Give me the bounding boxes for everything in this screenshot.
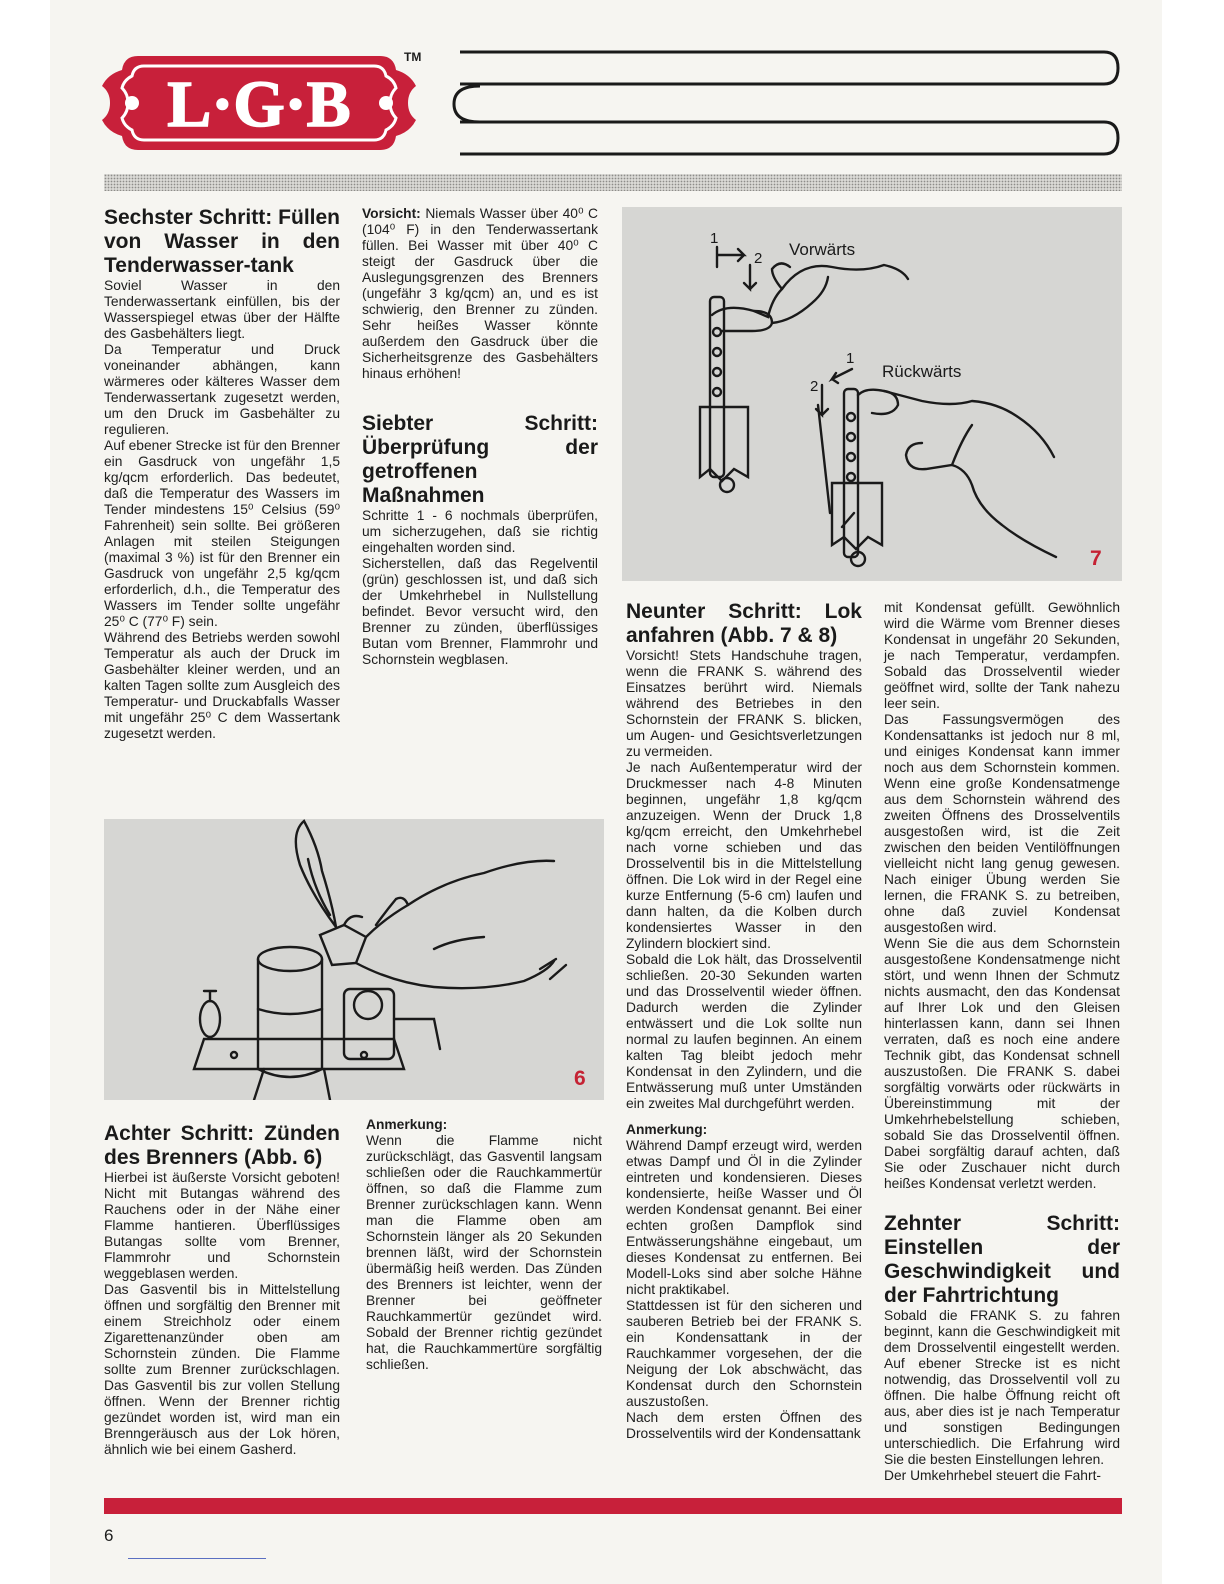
arrow-label-2-bottom: 2 <box>810 378 819 395</box>
paragraph: Sobald die FRANK S. zu fahren beginnt, kann die Geschwindigkeit mit dem Drosselventil eingestellt werden. Auf ebener Strecke ist es nicht notwendig, das Drosselventil voll zu öffnen. Die halbe Öffnung reicht oft aus, aber dies ist je nach Temperatur und sonstigen Bedingungen unterschiedlich. Die Erfahrung wird Sie die besten Einstellungen lehren. <box>884 1308 1120 1467</box>
paragraph: Stattdessen ist für den sicheren und sauberen Betrieb bei der FRANK S. ein Kondensattank in der Rauchkammer vorgesehen, der die Neigung der Lok abschwächt, das Kondensat durch den Schornstein auszustoßen. <box>626 1298 862 1409</box>
note-label: Anmerkung: <box>366 1117 448 1132</box>
section-zehnter-schritt <box>884 600 1120 1484</box>
caution-paragraph <box>362 206 598 382</box>
lgb-logo-badge-icon <box>98 48 420 158</box>
arrow-label-1-top: 1 <box>710 230 719 247</box>
paragraph: Während des Betriebs werden sowohl Temperatur als auch der Druck im Gasbehälter kleiner werden, und an kalten Tagen sollte zum Ausgleich des Temperatur- und Druckabfalls Wasser mit ungefähr 25⁰ C dem Wassertank zugesetzt werden. <box>104 630 340 741</box>
paragraph: Sobald die Lok hält, das Drosselventil schließen. 20-30 Sekunden warten und das Drosselventil wieder öffnen. Dadurch werden die Zylinder entwässert und die Lok sollte nun normal zu laufen beginnen. An einem kalten Tag bleibt jedoch mehr Kondensat in den Zylindern, und die Entwässerung muß unter Umständen ein zweites Mal durchgeführt werden. <box>626 952 862 1111</box>
figure-6-lighting-illustration <box>104 819 604 1100</box>
figure-number-7: 7 <box>1090 547 1102 570</box>
paragraph: Hierbei ist äußerste Vorsicht geboten! Nicht mit Butangas während des Rauchens oder in der Nähe einer Flamme hantieren. Überflüssiges Butangas sollte vom Brenner, Flammrohr und Schornstein weggeblasen werden. <box>104 1170 340 1281</box>
paragraph: Nach dem ersten Öffnen des Drosselventils wird der Kondensattank <box>626 1410 862 1441</box>
paragraph: Da Temperatur und Druck voneinander abhängen, kann wärmeres oder kälteres Wasser dem Tenderwassertank zugesetzt werden, um den Druck im Gasbehälter zu regulieren. <box>104 342 340 437</box>
section-siebter-schritt <box>362 206 598 668</box>
dotted-separator-band <box>104 174 1122 191</box>
paragraph: Wenn Sie die aus dem Schornstein ausgestoßene Kondensatmenge nicht stört, und wenn Ihnen der Schmutz nichts ausmacht, den das Kondensat auf Ihrer Lok und den Gleisen hinterlassen kann, dann sei Ihnen verraten, daß es noch eine andere Technik gibt, das Kondensat schnell auszustoßen. Die FRANK S. dabei sorgfältig vorwärts oder rückwärts in Übereinstimmung mit der Umkehrhebelstellung schieben, sobald Sie das Drosselventil öffnen. Dabei sorgfältig darauf achten, daß Sie oder Zuschauer nicht durch heißes Kondensat verletzt werden. <box>884 936 1120 1191</box>
burner-lighting-hand-icon <box>104 819 604 1100</box>
paragraph: Während Dampf erzeugt wird, werden etwas Dampf und Öl in die Zylinder eintreten und kondensieren. Dieses kondensierte, heiße Wasser und Öl werden Kondensat genannt. Bei einer echten großen Dampflok sind Entwässerungshähne eingebaut, um dieses Kondensat zu entfernen. Bei Modell-Loks sind aber solche Hähne nicht praktikabel. <box>626 1138 862 1297</box>
paragraph: Sicherstellen, daß das Regelventil (grün) geschlossen ist, und daß sich der Umkehrhebel in Nullstellung befindet. Bevor versucht wird, den Brenner zu zünden, überflüssiges Butan vom Brenner, Flammrohr und Schornstein wegblasen. <box>362 556 598 667</box>
paragraph: Wenn die Flamme nicht zurückschlägt, das Gasventil langsam schließen oder die Rauchkammertür öffnen, so daß die Flamme zum Brenner zurückschlagen kann. Wenn man die Flamme oben am Schornstein länger als 20 Sekunden brennen läßt, wird der Schornstein übermäßig heiß werden. Das Zünden des Brenners ist leichter, wenn der Brenner bei geöffneter Rauchkammertür gezündet wird. Sobald der Brenner richtig gezündet hat, die Rauchkammertüre sorgfältig schließen. <box>366 1133 602 1372</box>
paragraph: Das Gasventil bis in Mittelstellung öffnen und sorgfältig den Brenner mit einem Streichholz oder einem Zigarettenanzünder oben am Schornstein zünden. Die Flamme sollte zum Brenner zurückschlagen. Das Gasventil bis zur vollen Stellung öffnen. Wenn der Brenner richtig gezündet worden ist, wird man ein Brenngeräusch aus der Lok hören, ähnlich wie bei einem Gasherd. <box>104 1282 340 1457</box>
paragraph: Auf ebener Strecke ist für den Brenner ein Gasdruck von ungefähr 1,5 kg/qcm erforderlich. Das bedeutet, daß die Temperatur des Wassers im Tender mindestens 15⁰ Celsius (59⁰ Fahrenheit) sein sollte. Bei größeren Anlagen mit steilen Steigungen (maximal 3 %) ist für den Brenner ein Gasdruck von ungefähr 2,5 kg/qcm erforderlich, d.h., die Temperatur des Wassers im Tender sollte ungefähr 25⁰ C (77⁰ F) sein. <box>104 438 340 629</box>
label-vorwaerts: Vorwärts <box>789 240 856 259</box>
arrow-label-1-bottom: 1 <box>846 350 855 367</box>
heading-siebter-schritt: Siebter Schritt: Überprüfung der getroffenen Maßnahmen <box>362 412 598 507</box>
note-label: Anmerkung: <box>626 1122 708 1137</box>
paragraph: mit Kondensat gefüllt. Gewöhnlich wird die Wärme vom Brenner dieses Kondensat in ungefähr 20 Sekunden, je nach Temperatur, verdampfen. Sobald das Drosselventil wieder geöffnet wird, sollte der Tank nahezu leer sein. <box>884 600 1120 711</box>
paragraph: Soviel Wasser in den Tenderwassertank einfüllen, bis der Wasserspiegel etwas über der Hälfte des Gasbehälters liegt. <box>104 278 340 341</box>
footer-rule <box>128 1558 266 1559</box>
label-rueckwaerts: Rückwärts <box>882 362 962 381</box>
lgb-logo <box>98 48 420 158</box>
heading-neunter-schritt: Neunter Schritt: Lok anfahren (Abb. 7 & 8) <box>626 600 862 647</box>
logo-text: L·G·B <box>167 68 351 141</box>
heading-sechster-schritt: Sechster Schritt: Füllen von Wasser in den Tenderwasser-tank <box>104 206 340 277</box>
trademark-mark: TM <box>404 50 422 64</box>
section-anmerkung-zuenden <box>366 1117 602 1373</box>
page-right-margin <box>1162 0 1224 1584</box>
header-banner-lines <box>450 48 1126 160</box>
heading-zehnter-schritt: Zehnter Schritt: Einstellen der Geschwindigkeit und der Fahrtrichtung <box>884 1212 1120 1307</box>
paragraph: Vorsicht! Stets Handschuhe tragen, wenn die FRANK S. während des Einsatzes berührt wird. Niemals während des Betriebes in den Schornstein der FRANK S. blicken, um Augen- und Gesichtsverletzungen zu vermeiden. <box>626 648 862 759</box>
arrow-label-2-top: 2 <box>754 250 763 267</box>
footer-red-bar <box>104 1498 1122 1514</box>
heading-achter-schritt: Achter Schritt: Zünden des Brenners (Abb. 6) <box>104 1122 340 1169</box>
section-sechster-schritt <box>104 206 340 742</box>
paragraph: Das Fassungsvermögen des Kondensattanks ist jedoch nur 8 ml, und einiges Kondensat kann immer noch aus dem Schornstein kommen. Wenn eine große Kondensatmenge aus dem Schornstein während des zweiten Öffnens des Drosselventils ausgestoßen wird, ist die Zeit zwischen den beiden Ventilöffnungen vielleicht nicht lang genug gewesen. Nach einiger Übung werden Sie lernen, die FRANK S. zu betreiben, ohne daß zuviel Kondensat ausgestoßen wird. <box>884 712 1120 935</box>
page-number: 6 <box>104 1526 114 1545</box>
paragraph: Je nach Außentemperatur wird der Druckmesser nach 4-8 Minuten beginnen, ungefähr 1,8 kg/qcm anzuzeigen. Wenn der Druck 1,8 kg/qcm erreicht, den Umkehrhebel nach vorne schieben und das Drosselventil bis in die Mittelstellung öffnen. Die Lok wird in der Regel eine kurze Entfernung (5-6 cm) laufen und dann halten, da die Kolben durch kondensiertes Wasser in den Zylindern blockiert sind. <box>626 760 862 951</box>
figure-number-6: 6 <box>574 1067 586 1090</box>
caution-label: Vorsicht: <box>362 206 421 221</box>
section-achter-schritt <box>104 1122 340 1458</box>
figure-7-reverser-illustration <box>622 207 1122 581</box>
section-neunter-schritt <box>626 600 862 1442</box>
paragraph: Der Umkehrhebel steuert die Fahrt- <box>884 1468 1102 1483</box>
caution-text: Niemals Wasser über 40⁰ C (104⁰ F) in den Tenderwassertank füllen. Bei Wasser mit über 40⁰ C steigt der Gasdruck über die Auslegungsgrenzen des Brenners (ungefähr 3 kg/qcm) an, und es ist schwierig, den Brenner zu zünden. Sehr heißes Wasser könnte außerdem den Gasdruck über die Sicherheitsgrenze des Gasbehälters hinaus erhöhen! <box>362 206 598 381</box>
paragraph: Schritte 1 - 6 nochmals überprüfen, um sicherzugehen, daß sie richtig eingehalten worden sind. <box>362 508 598 555</box>
page-left-margin <box>0 0 50 1584</box>
reverser-lever-hand-icon <box>622 207 1122 581</box>
